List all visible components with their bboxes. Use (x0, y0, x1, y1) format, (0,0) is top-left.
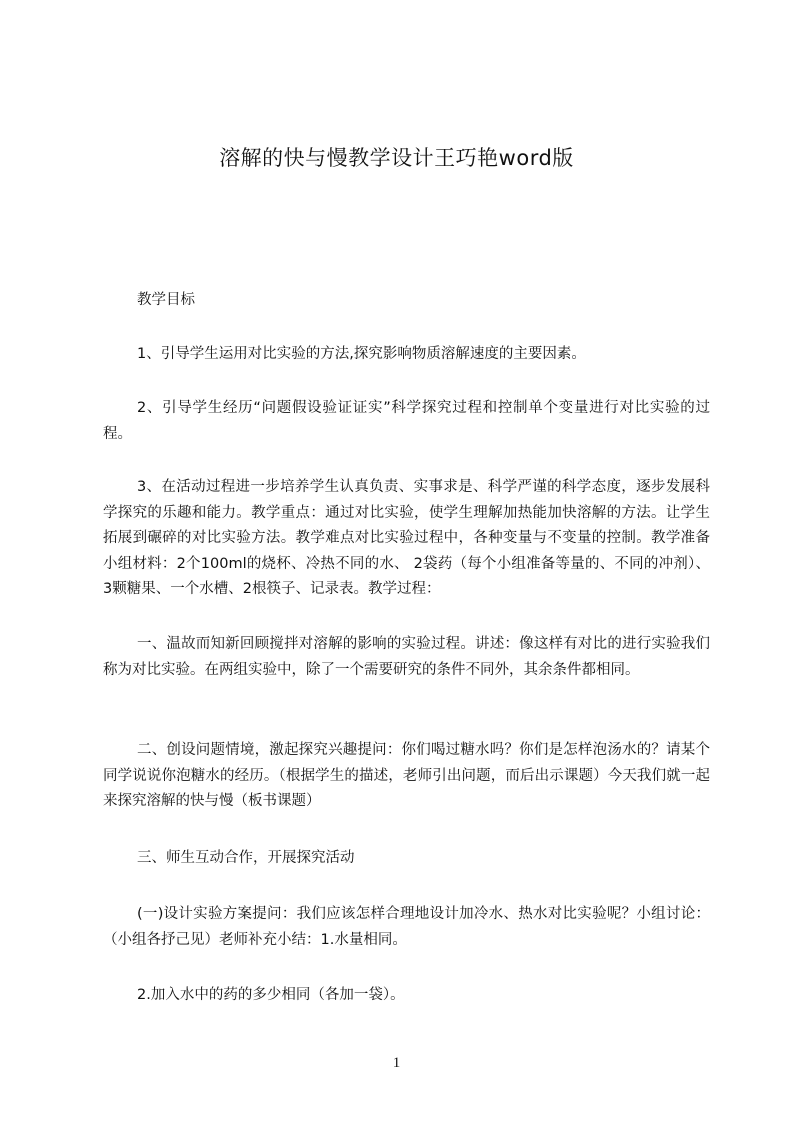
section-heading-activity: 三、师生互动合作，开展探究活动 (137, 850, 355, 866)
page-number: 1 (392, 1055, 401, 1071)
document-title: 溶解的快与慢教学设计王巧艳word版 (219, 146, 574, 170)
paragraph-objective-3: 3、在活动过程进一步培养学生认真负责、实事求是、科学严谨的科学态度，逐步发展科学探究的乐趣和能力。教学重点：通过对比实验，使学生理解加热能加快溶解的方法。让学生拓展到碾碎的对比实验方法。教学难点对比实验过程中，各种变量与不变量的控制。教学准备小组材料：2个100ml的烧杯、冷热不同的水、 2袋药（每个小组准备等量的、不同的冲剂）、3颗糖果、一个水槽、2根筷子、记录表。教学过程： (103, 479, 710, 597)
paragraph-design: (一)设计实验方案提问：我们应该怎样合理地设计加冷水、热水对比实验呢？小组讨论：（小组各抒己见）老师补充小结：1.水量相同。 (103, 906, 710, 948)
paragraph-point-2: 2.加入水中的药的多少相同（各加一袋）。 (137, 987, 405, 1003)
paragraph-review: 一、温故而知新回顾搅拌对溶解的影响的实验过程。讲述：像这样有对比的进行实验我们称为对比实验。在两组实验中，除了一个需要研究的条件不同外，其余条件都相同。 (103, 636, 710, 678)
paragraph-situation: 二、创设问题情境，激起探究兴趣提问：你们喝过糖水吗？你们是怎样泡汤水的？请某个同学说说你泡糖水的经历。（根据学生的描述，老师引出问题，而后出示课题）今天我们就一起来探究溶解的快与慢（板书课题） (103, 742, 710, 809)
paragraph-objective-1: 1、引导学生运用对比实验的方法,探究影响物质溶解速度的主要因素。 (137, 346, 586, 362)
paragraph-objective-2: 2、引导学生经历“问题假设验证证实”科学探究过程和控制单个变量进行对比实验的过程。 (103, 400, 710, 442)
section-heading-objectives: 教学目标 (137, 292, 195, 308)
